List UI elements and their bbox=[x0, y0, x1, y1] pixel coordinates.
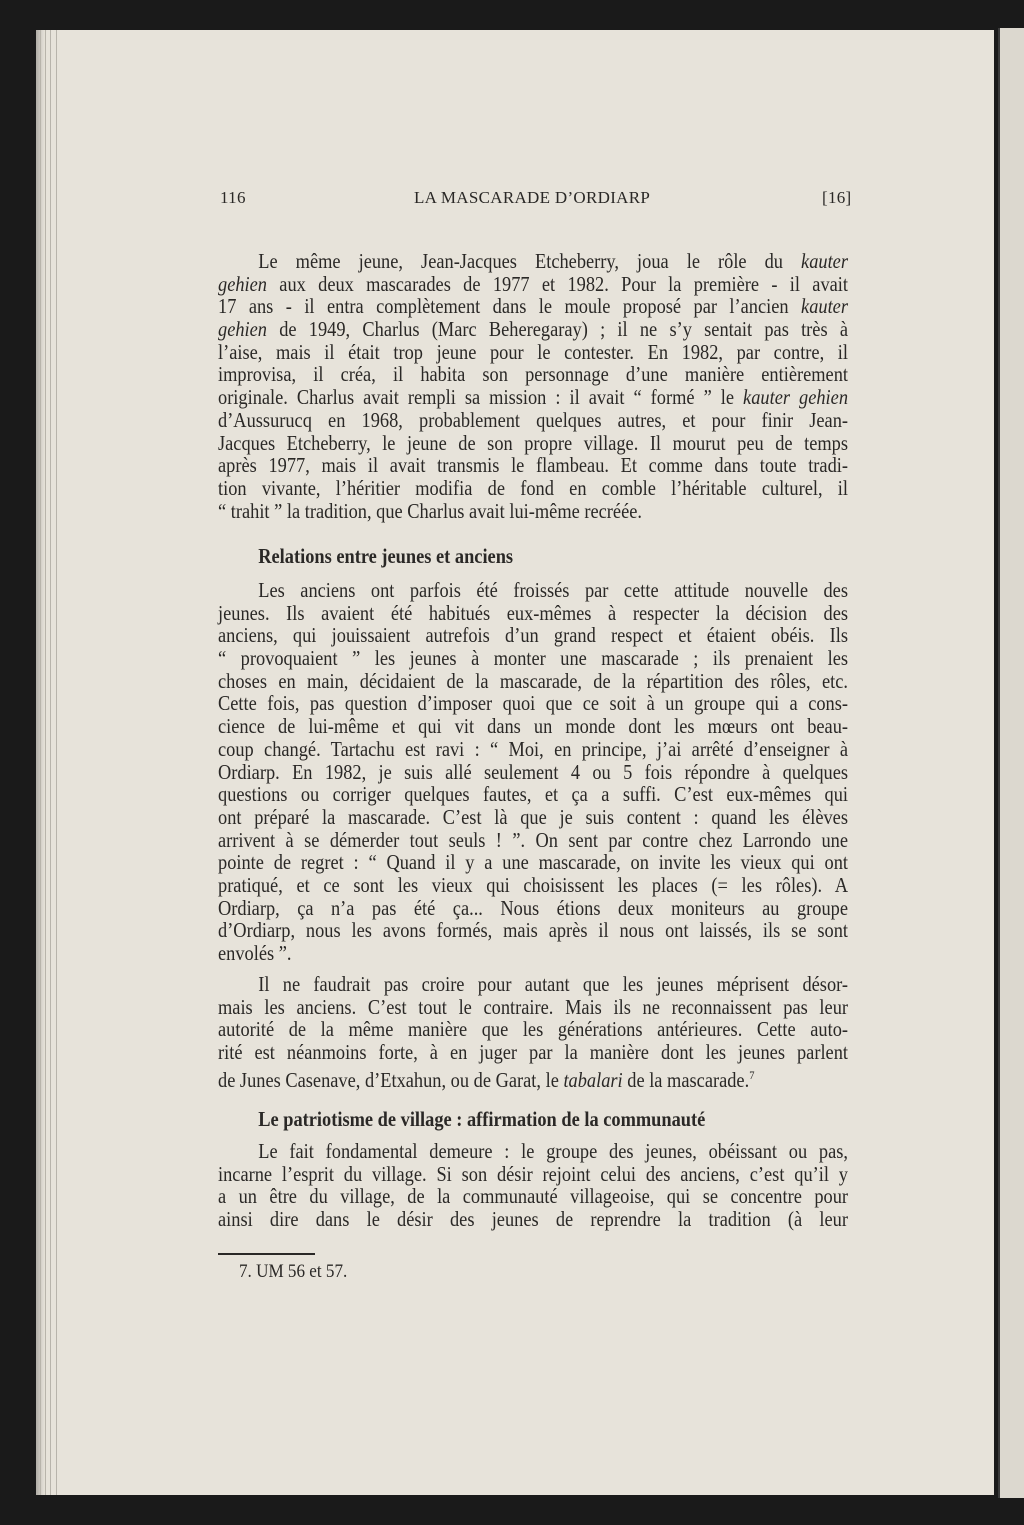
text-run: questions ou corriger quelques fautes, et ça a suffi. C’est eux-mêmes qui bbox=[218, 782, 848, 807]
text-line bbox=[218, 1018, 848, 1041]
text-run: Le même jeune, Jean-Jacques Etcheberry, joua le rôle du bbox=[258, 249, 802, 273]
page-edge bbox=[40, 30, 41, 1495]
text-run: cience de lui-même et qui vit dans un monde dont les mœurs ont beau- bbox=[218, 714, 848, 739]
text-line bbox=[218, 1208, 848, 1231]
text-line bbox=[218, 806, 848, 829]
text-run: d’Ordiarp, nous les avons formés, mais après il nous ont laissés, ils se sont bbox=[218, 918, 848, 943]
paragraph bbox=[218, 250, 848, 522]
text-line bbox=[218, 874, 848, 897]
text-line bbox=[218, 738, 848, 761]
running-title: LA MASCARADE D’ORDIARP bbox=[414, 188, 651, 207]
page-edge bbox=[56, 30, 57, 1495]
section-heading bbox=[218, 545, 848, 568]
text-run: après 1977, mais il avait transmis le flambeau. Et comme dans toute tradi- bbox=[218, 453, 848, 478]
text-run: 17 ans - il entra complètement dans le moule proposé par l’ancien bbox=[218, 294, 802, 319]
section-ref: [16] bbox=[822, 188, 852, 207]
text-line bbox=[218, 579, 848, 602]
text-line bbox=[218, 1140, 848, 1163]
text-line bbox=[218, 602, 848, 625]
text-line bbox=[218, 670, 848, 693]
text-line bbox=[218, 409, 848, 432]
text-line bbox=[218, 996, 848, 1019]
italic-term: tabalari bbox=[563, 1067, 623, 1092]
paragraph bbox=[218, 579, 848, 965]
text-line bbox=[218, 386, 848, 409]
text-line bbox=[218, 318, 848, 341]
text-line bbox=[218, 624, 848, 647]
text-line bbox=[218, 1163, 848, 1186]
section-heading-text: Relations entre jeunes et anciens bbox=[258, 544, 514, 568]
page-number: 116 bbox=[220, 188, 246, 207]
text-run: ainsi dire dans le désir des jeunes de reprendre la tradition (à leur bbox=[218, 1207, 848, 1232]
text-run: autorité de la même manière que les générations antérieures. Cette auto- bbox=[218, 1017, 848, 1042]
text-run: arrivent à se démerder tout seuls ! ”. On sent par contre chez Larrondo une bbox=[218, 827, 848, 852]
text-line bbox=[218, 783, 848, 806]
footnote-marker: 7 bbox=[749, 1067, 755, 1082]
text-line bbox=[218, 454, 848, 477]
text-run: “ trahit ” la tradition, que Charlus avait lui-même recréée. bbox=[218, 498, 642, 523]
text-line bbox=[218, 942, 848, 965]
text-line bbox=[218, 829, 848, 852]
text-line bbox=[218, 295, 848, 318]
text-run: pratiqué, et ce sont les vieux qui choisissent les places (= les rôles). A bbox=[218, 872, 848, 897]
text-line bbox=[218, 973, 848, 996]
footnote: 7. UM 56 et 57. bbox=[239, 1261, 348, 1282]
text-run: a un être du village, de la communauté villageoise, qui se concentre pour bbox=[218, 1184, 848, 1209]
text-line bbox=[218, 1041, 848, 1064]
text-run: mais les anciens. C’est tout le contraire. Mais ils ne reconnaissent pas leur bbox=[218, 994, 848, 1019]
text-run: Il ne faudrait pas croire pour autant que les jeunes méprisent désor- bbox=[258, 972, 848, 996]
text-line bbox=[218, 273, 848, 296]
text-run: de 1949, Charlus (Marc Beheregaray) ; il ne s’y sentait pas très à bbox=[266, 317, 848, 342]
text-run: l’aise, mais il était trop jeune pour le contester. En 1982, par contre, il bbox=[218, 339, 848, 364]
text-line bbox=[218, 500, 848, 523]
italic-term: gehien bbox=[218, 271, 267, 296]
text-run: aux deux mascarades de 1977 et 1982. Pour la première - il avait bbox=[266, 271, 848, 296]
text-line bbox=[218, 851, 848, 874]
italic-term: gehien bbox=[218, 317, 267, 342]
text-run: de Junes Casenave, d’Etxahun, ou de Garat, le bbox=[218, 1067, 564, 1092]
italic-term: kauter bbox=[801, 294, 848, 319]
text-run: Jacques Etcheberry, le jeune de son propre village. Il mourut peu de temps bbox=[218, 430, 848, 455]
text-line bbox=[218, 1185, 848, 1208]
text-run: anciens, qui jouissaient autrefois d’un grand respect et étaient obéis. Ils bbox=[218, 623, 848, 648]
facing-page-edge bbox=[998, 28, 1024, 1498]
text-run: originale. Charlus avait rempli sa mission : il avait “ formé ” le bbox=[218, 385, 744, 410]
text-line bbox=[218, 432, 848, 455]
text-run: envolés ”. bbox=[218, 941, 292, 965]
text-run: “ provoquaient ” les jeunes à monter une mascarade ; ils prenaient les bbox=[218, 646, 848, 671]
paragraph bbox=[218, 1140, 848, 1231]
text-line bbox=[218, 1064, 848, 1092]
text-line bbox=[218, 897, 848, 920]
italic-term: kauter bbox=[801, 249, 848, 273]
text-run: Ordiarp, ça n’a pas été ça... Nous étions deux moniteurs au groupe bbox=[218, 895, 848, 920]
text-run: Les anciens ont parfois été froissés par cette attitude nouvelle des bbox=[258, 578, 848, 602]
text-run: tion vivante, l’héritier modifia de fond en comble l’héritable culturel, il bbox=[218, 475, 848, 500]
italic-term: kauter gehien bbox=[743, 385, 849, 410]
text-line bbox=[218, 647, 848, 670]
text-run: improvisa, il créa, il habita son personnage d’une manière entièrement bbox=[218, 362, 848, 387]
text-run: Ordiarp. En 1982, je suis allé seulement 4 ou 5 fois répondre à quelques bbox=[218, 759, 848, 784]
text-line bbox=[218, 692, 848, 715]
text-run: ont préparé la mascarade. C’est là que je suis content : quand les élèves bbox=[218, 804, 848, 829]
text-line bbox=[218, 341, 848, 364]
text-line bbox=[218, 250, 848, 273]
text-run: d’Aussurucq en 1968, probablement quelques autres, et pour finir Jean- bbox=[218, 407, 848, 432]
paragraph bbox=[218, 972, 848, 1092]
text-line bbox=[218, 919, 848, 942]
text-run: choses en main, décidaient de la mascarade, de la répartition des rôles, etc. bbox=[218, 668, 848, 693]
text-run: rité est néanmoins forte, à en juger par la manière dont les jeunes parlent bbox=[218, 1040, 848, 1065]
footnote-rule bbox=[218, 1253, 315, 1255]
text-line bbox=[218, 715, 848, 738]
section-heading-text: Le patriotisme de village : affirmation de la communauté bbox=[258, 1107, 706, 1131]
page-edge bbox=[45, 30, 46, 1495]
text-run: jeunes. Ils avaient été habitués eux-mêmes à respecter la décision des bbox=[218, 600, 848, 625]
text-run: incarne l’esprit du village. Si son désir rejoint celui des anciens, c’est qu’il y bbox=[218, 1161, 848, 1186]
text-run: Le fait fondamental demeure : le groupe des jeunes, obéissant ou pas, bbox=[258, 1139, 848, 1163]
text-run: coup changé. Tartachu est ravi : “ Moi, en principe, j’ai arrêté d’enseigner à bbox=[218, 736, 848, 761]
page-edge bbox=[50, 30, 51, 1495]
text-run: de la mascarade. bbox=[622, 1067, 750, 1092]
text-run: Cette fois, pas question d’imposer quoi que ce soit à un groupe qui a cons- bbox=[218, 691, 848, 716]
text-line bbox=[218, 761, 848, 784]
section-heading bbox=[218, 1108, 848, 1131]
text-line bbox=[218, 477, 848, 500]
text-run: pointe de regret : “ Quand il y a une mascarade, on invite les vieux qui ont bbox=[218, 850, 848, 875]
text-line bbox=[218, 363, 848, 386]
